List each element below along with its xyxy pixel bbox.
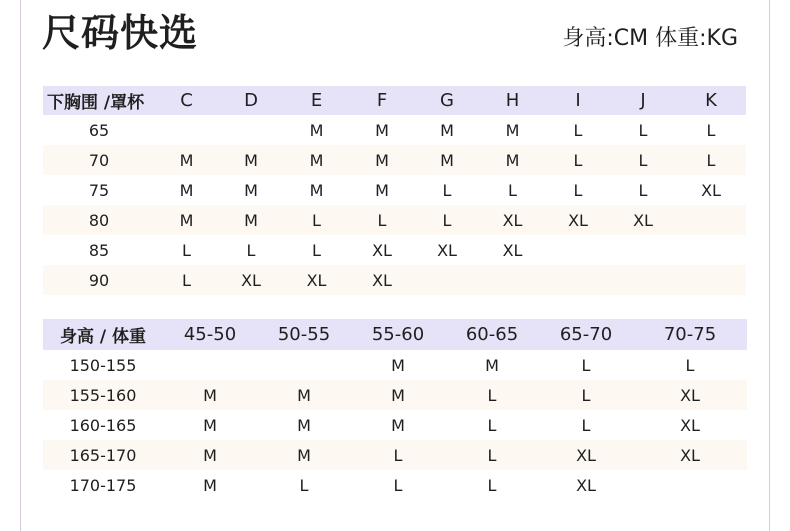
cup-column-header: C <box>155 86 218 115</box>
table-header-row <box>43 86 746 115</box>
size-cell: M <box>351 380 445 410</box>
weight-column-header: 60-65 <box>445 319 539 350</box>
size-cell: L <box>299 475 309 495</box>
size-cell: L <box>246 240 256 260</box>
size-cell: L <box>546 145 610 175</box>
size-cell <box>163 350 257 380</box>
weight-row-label: 150-155 <box>69 355 137 375</box>
weight-column-header: 45-50 <box>163 319 257 350</box>
size-cell: L <box>487 415 497 435</box>
frame-right-border <box>769 0 770 531</box>
size-cell: XL <box>502 240 523 260</box>
size-cell: M <box>244 180 258 200</box>
size-cell <box>676 205 746 235</box>
bust-size-table <box>43 86 746 295</box>
page-title: 尺码快选 <box>42 11 199 55</box>
size-cell: XL <box>633 380 747 410</box>
size-cell: M <box>309 120 324 140</box>
size-cell: XL <box>372 240 392 260</box>
size-cell: L <box>351 440 445 470</box>
size-cell: L <box>284 205 349 235</box>
size-cell: XL <box>539 440 633 470</box>
cup-row-label: 85 <box>88 240 110 260</box>
table-row <box>43 265 746 295</box>
height-weight-corner-label: 身高 / 体重 <box>43 319 163 350</box>
table-row <box>43 115 746 145</box>
cup-column-header: J <box>610 86 676 115</box>
size-cell: M <box>415 145 479 175</box>
cup-column-header: F <box>349 86 415 115</box>
size-cell: XL <box>701 180 721 200</box>
size-cell: M <box>163 380 257 410</box>
cup-row-label: 75 <box>88 180 110 200</box>
size-cell: L <box>573 120 583 140</box>
cup-column-header: D <box>218 86 284 115</box>
size-cell: M <box>218 145 284 175</box>
size-cell: M <box>155 205 218 235</box>
size-cell: L <box>676 145 746 175</box>
table-row <box>43 470 747 500</box>
weight-column-header: 70-75 <box>633 319 747 350</box>
size-cell: L <box>487 475 497 495</box>
size-cell: L <box>155 265 218 295</box>
size-cell: XL <box>633 440 747 470</box>
table-row <box>43 440 747 470</box>
size-cell: L <box>182 240 191 260</box>
height-weight-table <box>43 319 747 500</box>
size-cell <box>257 350 351 380</box>
size-cell: XL <box>576 475 596 495</box>
size-cell <box>546 235 610 265</box>
units-note: 身高:CM 体重:KG <box>562 26 738 51</box>
bust-cup-corner-label: 下胸围 /罩杯 <box>43 86 155 115</box>
weight-column-header: 50-55 <box>257 319 351 350</box>
table-row <box>43 205 746 235</box>
size-cell: M <box>485 355 499 375</box>
weight-row-label: 155-160 <box>43 380 163 410</box>
size-cell: M <box>391 415 405 435</box>
size-cell: L <box>445 440 539 470</box>
size-cell: M <box>391 355 405 375</box>
table-row <box>43 235 746 265</box>
size-cell: M <box>505 120 520 140</box>
size-cell: XL <box>349 265 415 295</box>
weight-column-header: 65-70 <box>539 319 633 350</box>
size-cell: XL <box>546 205 610 235</box>
size-cell: XL <box>610 205 676 235</box>
cup-column-header: I <box>546 86 610 115</box>
cup-column-header: H <box>479 86 546 115</box>
size-cell: L <box>442 180 452 200</box>
weight-row-label: 160-165 <box>69 415 137 435</box>
size-cell: M <box>479 145 546 175</box>
table-row <box>43 175 746 205</box>
size-cell <box>546 265 610 295</box>
size-cell: M <box>155 145 218 175</box>
size-cell: L <box>610 145 676 175</box>
size-cell: L <box>312 240 321 260</box>
cup-row-label: 80 <box>43 205 155 235</box>
size-cell: M <box>375 180 389 200</box>
size-cell: M <box>257 380 351 410</box>
size-cell <box>218 115 284 145</box>
size-cell: L <box>445 380 539 410</box>
size-cell <box>610 265 676 295</box>
weight-row-label: 170-175 <box>69 475 137 495</box>
cup-column-header: E <box>284 86 349 115</box>
weight-row-label: 165-170 <box>43 440 163 470</box>
size-cell: L <box>581 415 591 435</box>
size-cell <box>415 265 479 295</box>
size-cell: L <box>638 180 648 200</box>
size-cell: M <box>375 120 389 140</box>
size-cell: L <box>573 180 583 200</box>
table-row <box>43 350 747 380</box>
size-cell: M <box>297 415 311 435</box>
size-cell: L <box>706 120 716 140</box>
size-cell: L <box>415 205 479 235</box>
size-cell: L <box>581 355 591 375</box>
table-row <box>43 380 747 410</box>
size-cell <box>633 470 747 500</box>
size-cell <box>155 115 218 145</box>
size-cell: L <box>508 180 517 200</box>
table-header-row <box>43 319 747 350</box>
size-cell <box>676 265 746 295</box>
size-cell: XL <box>284 265 349 295</box>
cup-row-label: 90 <box>43 265 155 295</box>
size-cell: XL <box>437 240 457 260</box>
cup-row-label: 70 <box>43 145 155 175</box>
size-cell <box>676 235 746 265</box>
size-cell: L <box>685 355 695 375</box>
size-cell: M <box>179 180 194 200</box>
cup-column-header: K <box>676 86 746 115</box>
cup-row-label: 65 <box>88 120 110 140</box>
size-cell: L <box>393 475 403 495</box>
size-cell: XL <box>218 265 284 295</box>
size-cell: M <box>257 440 351 470</box>
frame-left-border <box>20 0 21 531</box>
size-cell: M <box>163 440 257 470</box>
size-cell: M <box>203 475 217 495</box>
size-cell <box>479 265 546 295</box>
size-cell: M <box>218 205 284 235</box>
table-row <box>43 145 746 175</box>
size-cell: L <box>539 380 633 410</box>
size-cell: M <box>440 120 454 140</box>
size-cell: M <box>203 415 217 435</box>
size-cell: M <box>349 145 415 175</box>
size-cell: XL <box>479 205 546 235</box>
size-cell: L <box>638 120 648 140</box>
size-cell: XL <box>680 415 700 435</box>
size-cell: M <box>309 180 324 200</box>
table-row <box>43 410 747 440</box>
weight-column-header: 55-60 <box>351 319 445 350</box>
size-cell: M <box>284 145 349 175</box>
size-cell <box>610 235 676 265</box>
cup-column-header: G <box>415 86 479 115</box>
size-cell: L <box>349 205 415 235</box>
